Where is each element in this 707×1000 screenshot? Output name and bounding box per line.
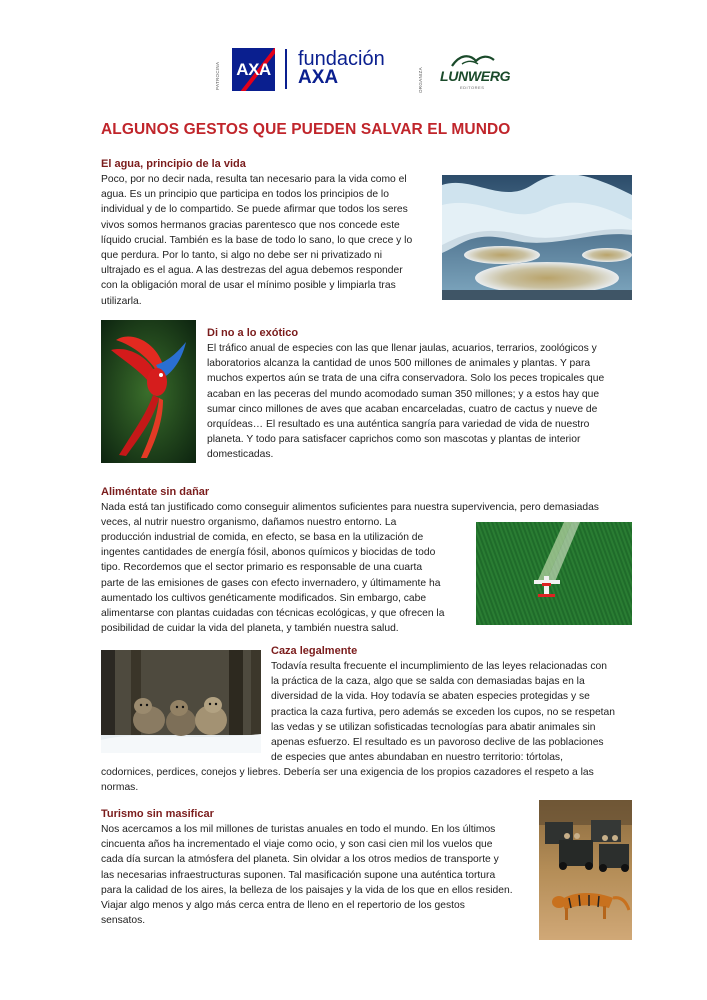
text-line: muchos expertos aún se trata de una cifra conservadora. Solo los peces tropicales que — [207, 373, 605, 385]
text-line: domesticadas. — [207, 449, 274, 461]
crop-plane-photo — [476, 522, 632, 625]
text-line: diversidad de la vida. Hoy todavía se abaten especies protegidas y se — [271, 691, 590, 703]
text-line: las vedas y se utilizan sofisticadas tecnologías para abatir animales sin — [271, 721, 596, 733]
axa-logo — [232, 48, 275, 91]
section-title-alimentate: Aliméntate sin dañar — [101, 486, 210, 498]
text-line: agua. Es un principio que participa en todos los principios de lo — [101, 189, 389, 201]
text-line: normas. — [101, 782, 139, 794]
section-text-turismo — [101, 822, 529, 928]
hot-springs-photo — [442, 175, 632, 300]
fundacion-axa-label: AXA — [298, 67, 339, 88]
section-title-caza: Caza legalmente — [271, 645, 358, 657]
section-text-agua — [101, 172, 433, 309]
section-text-alimentate — [101, 530, 467, 636]
fundacion-label: fundación — [298, 48, 385, 70]
text-line: para la calidad de los aires, la belleza de los paisajes y la vida de los que en ellos residen. — [101, 884, 513, 896]
text-line: vivos somos hermanos gracias parentesco que nos concede este — [101, 219, 400, 231]
section-text-exotico — [207, 341, 632, 463]
text-line: con la obligación moral de usar el mínimo posible y limpiarla tras — [101, 280, 396, 292]
tiger-safari-photo — [539, 800, 632, 940]
text-line: individual y de lo compartido. Se puede afirmar que todos los seres — [101, 204, 408, 216]
text-line: la práctica de la caza, algo que se salda con demasiadas bajas en la — [271, 676, 585, 688]
text-line: laboratorios alcanza la cantidad de unos 500 millones de animales y plantas. Y para — [207, 358, 591, 370]
text-line: acaban en las peceras del mundo acomodado suman 350 millones; y a estos hay que — [207, 388, 600, 400]
organiza-label: ORGANIZA — [418, 67, 423, 93]
section-text-caza — [271, 659, 632, 765]
text-line: líquido crucial. También es la base de todo lo sano, lo que crece y lo — [101, 234, 413, 246]
text-line: codornices, perdices, conejos y liebres. Debería ser una exigencia de los propios cazadores el respeto a las — [101, 767, 594, 778]
axa-logo-text: AXA — [236, 60, 271, 79]
lunwerg-sub: EDITORES — [460, 85, 485, 90]
patrocina-label: PATROCINA — [215, 61, 220, 90]
text-line: parte de las emisiones de gases con efecto invernadero, y últimamente ha — [101, 577, 441, 589]
text-line: Viajar algo menos y algo más cerca entra de lleno en el repertorio de los gestos — [101, 900, 465, 912]
text-line: apenas esfuerzo. El resultado es un pavoroso declive de las poblaciones — [271, 737, 604, 749]
lunwerg-logo: LUNWERG — [440, 68, 511, 84]
text-line: sumar cinco millones de aves que acaban encarceladas, cuatro de cactus y nueve de — [207, 403, 598, 415]
text-line: cada día surcan la atmósfera del planeta. Sin olvidar a los otros medios de transporte y — [101, 854, 499, 866]
text-line: posibilidad de cuidar la vida del planeta, y también nuestra salud. — [101, 623, 399, 635]
text-line: alimentarse con plantas cuidadas con técnicas ecológicas, y que ofrecen la — [101, 608, 445, 620]
text-line: planeta. Y todo para satisfacer caprichos como son mascotas y plantas de interior — [207, 434, 581, 446]
text-line: veces, al nutrir nuestro organismo, dañamos nuestro entorno. La — [101, 517, 397, 529]
section-text-caza-full — [101, 765, 632, 795]
text-line: de especies que antes abundaban en nuestro territorio: tórtolas, — [271, 752, 563, 764]
section-title-turismo: Turismo sin masificar — [101, 808, 214, 820]
text-line: cincuenta años ha incrementado el viaje como ocio, y son casi cien mil los vuelos que — [101, 839, 493, 851]
text-line: practica la caza furtiva, pero además se exceden los cupos, no se respetan — [271, 706, 615, 718]
text-line: utilizarla. — [101, 295, 142, 307]
text-line: aumentado los cultivos genéticamente modificados. Sin embargo, cabe — [101, 592, 427, 604]
text-line: El tráfico anual de especies con las que llenar jaulas, acuarios, terrarios, zoológicos y — [207, 343, 597, 354]
wolves-photo — [101, 650, 261, 753]
page-title: ALGUNOS GESTOS QUE PUEDEN SALVAR EL MUNDO — [101, 121, 511, 138]
text-line: sensatos. — [101, 915, 146, 927]
logo-divider — [285, 49, 287, 89]
macaw-photo — [101, 320, 196, 463]
text-line: producción industrial de comida, en efecto, se basa en la utilización de — [101, 532, 424, 543]
text-line: que perdura. Por lo tanto, si algo no debe ser ni privatizado ni — [101, 250, 383, 262]
text-line: Nada está tan justificado como conseguir alimentos suficientes para nuestra supervivencia, pero demasiadas — [101, 502, 599, 513]
text-line: ingentes cantidades de energía fósil, abonos químicos y biocidas de todo — [101, 547, 436, 559]
text-line: Todavía resulta frecuente el incumplimiento de las leyes relacionadas con — [271, 661, 607, 672]
text-line: Poco, por no decir nada, resulta tan necesario para la vida como el — [101, 174, 407, 185]
text-line: tipo. Recordemos que el sector primario es responsable de una cuarta — [101, 562, 423, 574]
text-line: ultrajado es el agua. A las destrezas del agua debemos responder — [101, 265, 403, 277]
section-title-agua: El agua, principio de la vida — [101, 158, 246, 170]
text-line: orquídeas… El resultado es una auténtica sangría para variedad de vida de nuestro — [207, 419, 590, 431]
section-title-exotico: Di no a lo exótico — [207, 327, 299, 339]
text-line: Nos acercamos a los mil millones de turistas anuales en todo el mundo. En los últimos — [101, 824, 496, 835]
text-line: las necesarias infraestructuras suponen. Tal masificación supone una auténtica tortura — [101, 869, 496, 881]
